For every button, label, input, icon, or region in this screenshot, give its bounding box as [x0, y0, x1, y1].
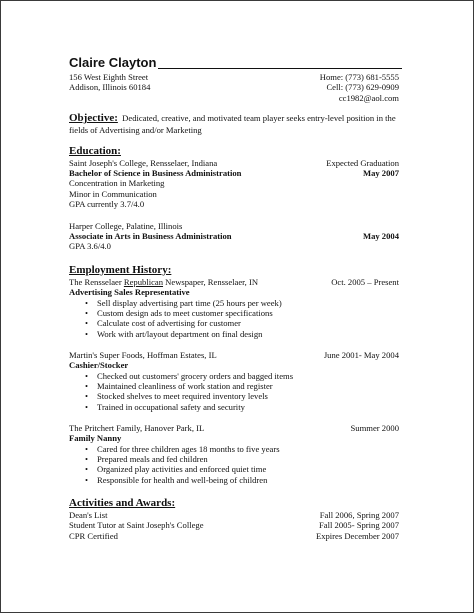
degree-name: Associate in Arts in Business Administration — [69, 231, 232, 242]
employer-name — [69, 277, 258, 287]
date-label: Expected Graduation — [326, 157, 399, 168]
objective-section — [69, 112, 402, 135]
employment-heading: Employment History: — [69, 263, 172, 276]
activity-item — [69, 520, 402, 530]
activity-date: Fall 2005- Spring 2007 — [319, 520, 399, 531]
phone-email-block — [320, 72, 402, 103]
school-name: Saint Joseph's College, Rensselaer, Indiana — [69, 157, 218, 168]
duty-item: • Responsible for health and well-being of children — [97, 475, 402, 485]
duty-item: • Custom design ads to meet customer specifications — [97, 308, 402, 318]
school-name: Harper College, Palatine, Illinois — [69, 220, 183, 231]
objective-heading: Objective: — [69, 112, 118, 125]
duty-item: • Prepared meals and fed children — [97, 454, 402, 464]
duty-list — [69, 371, 402, 412]
candidate-name: Claire Clayton — [69, 55, 157, 70]
education-detail: GPA 3.6/4.0 — [69, 241, 111, 252]
address-line-2: Addison, Illinois 60184 — [69, 82, 151, 93]
address-block — [69, 72, 150, 103]
cell-phone: Cell: (773) 629-0909 — [326, 82, 399, 93]
employer-name-part: The Rensselaer — [69, 276, 124, 287]
duty-item: • Checked out customers' grocery orders and bagged items — [97, 371, 402, 381]
activity-label: CPR Certified — [69, 530, 118, 541]
duty-item: • Organized play activities and enforced quiet time — [97, 464, 402, 474]
employer-name-underlined: Republican — [123, 276, 164, 287]
employer-name: The Pritchert Family, Hanover Park, IL — [69, 422, 205, 433]
email-address: cc1982@aol.com — [338, 92, 399, 103]
duty-item: • Trained in occupational safety and security — [97, 402, 402, 412]
employer-name: Martin's Super Foods, Hoffman Estates, IL — [69, 349, 217, 360]
degree-name: Bachelor of Science in Business Administration — [69, 168, 242, 179]
duty-list — [69, 444, 402, 485]
education-heading: Education: — [69, 144, 121, 157]
duty-list — [69, 298, 402, 339]
duty-item: • Sell display advertising part time (25 hours per week) — [97, 298, 402, 308]
job-role: Family Nanny — [69, 433, 122, 444]
job-dates: Summer 2000 — [350, 422, 399, 433]
activities-heading: Activities and Awards: — [69, 496, 176, 509]
education-detail: Minor in Communication — [69, 188, 157, 199]
activity-date: Expires December 2007 — [315, 530, 399, 541]
job-entry-1 — [69, 277, 402, 339]
job-role: Cashier/Stocker — [69, 360, 129, 371]
name-underline — [158, 68, 402, 69]
contact-block — [69, 72, 402, 103]
job-role: Advertising Sales Representative — [69, 287, 190, 298]
duty-item: • Calculate cost of advertising for customer — [97, 318, 402, 328]
education-detail: Concentration in Marketing — [69, 178, 165, 189]
job-dates: Oct. 2005 – Present — [331, 276, 399, 287]
graduation-date: May 2007 — [362, 168, 399, 179]
duty-item: • Maintained cleanliness of work station and register — [97, 381, 402, 391]
graduation-date: May 2004 — [362, 231, 399, 242]
resume-document — [69, 54, 402, 541]
activity-item — [69, 510, 402, 520]
job-dates: June 2001- May 2004 — [323, 349, 399, 360]
duty-item: • Stocked shelves to meet required inventory levels — [97, 391, 402, 401]
home-phone: Home: (773) 681-5555 — [319, 72, 399, 82]
duty-item: • Cared for three children ages 18 months to five years — [97, 444, 402, 454]
education-entry-2 — [69, 221, 402, 252]
education-entry-1 — [69, 158, 402, 210]
activity-label: Dean's List — [69, 509, 108, 520]
duty-item: • Work with art/layout department on final design — [97, 329, 402, 339]
activity-item — [69, 531, 402, 541]
activity-date: Fall 2006, Spring 2007 — [319, 509, 399, 520]
job-entry-2 — [69, 350, 402, 412]
activity-label: Student Tutor at Saint Joseph's College — [69, 520, 204, 531]
name-header — [69, 54, 402, 70]
employer-name-part: Newspaper, Rensselaer, IN — [163, 276, 259, 287]
job-entry-3 — [69, 423, 402, 485]
address-line-1: 156 West Eighth Street — [69, 72, 149, 82]
objective-text: Dedicated, creative, and motivated team player seeks entry-level position in the fields of Advertising and/or Marketing — [69, 113, 396, 136]
education-detail: GPA currently 3.7/4.0 — [69, 199, 145, 210]
activities-list — [69, 510, 402, 541]
